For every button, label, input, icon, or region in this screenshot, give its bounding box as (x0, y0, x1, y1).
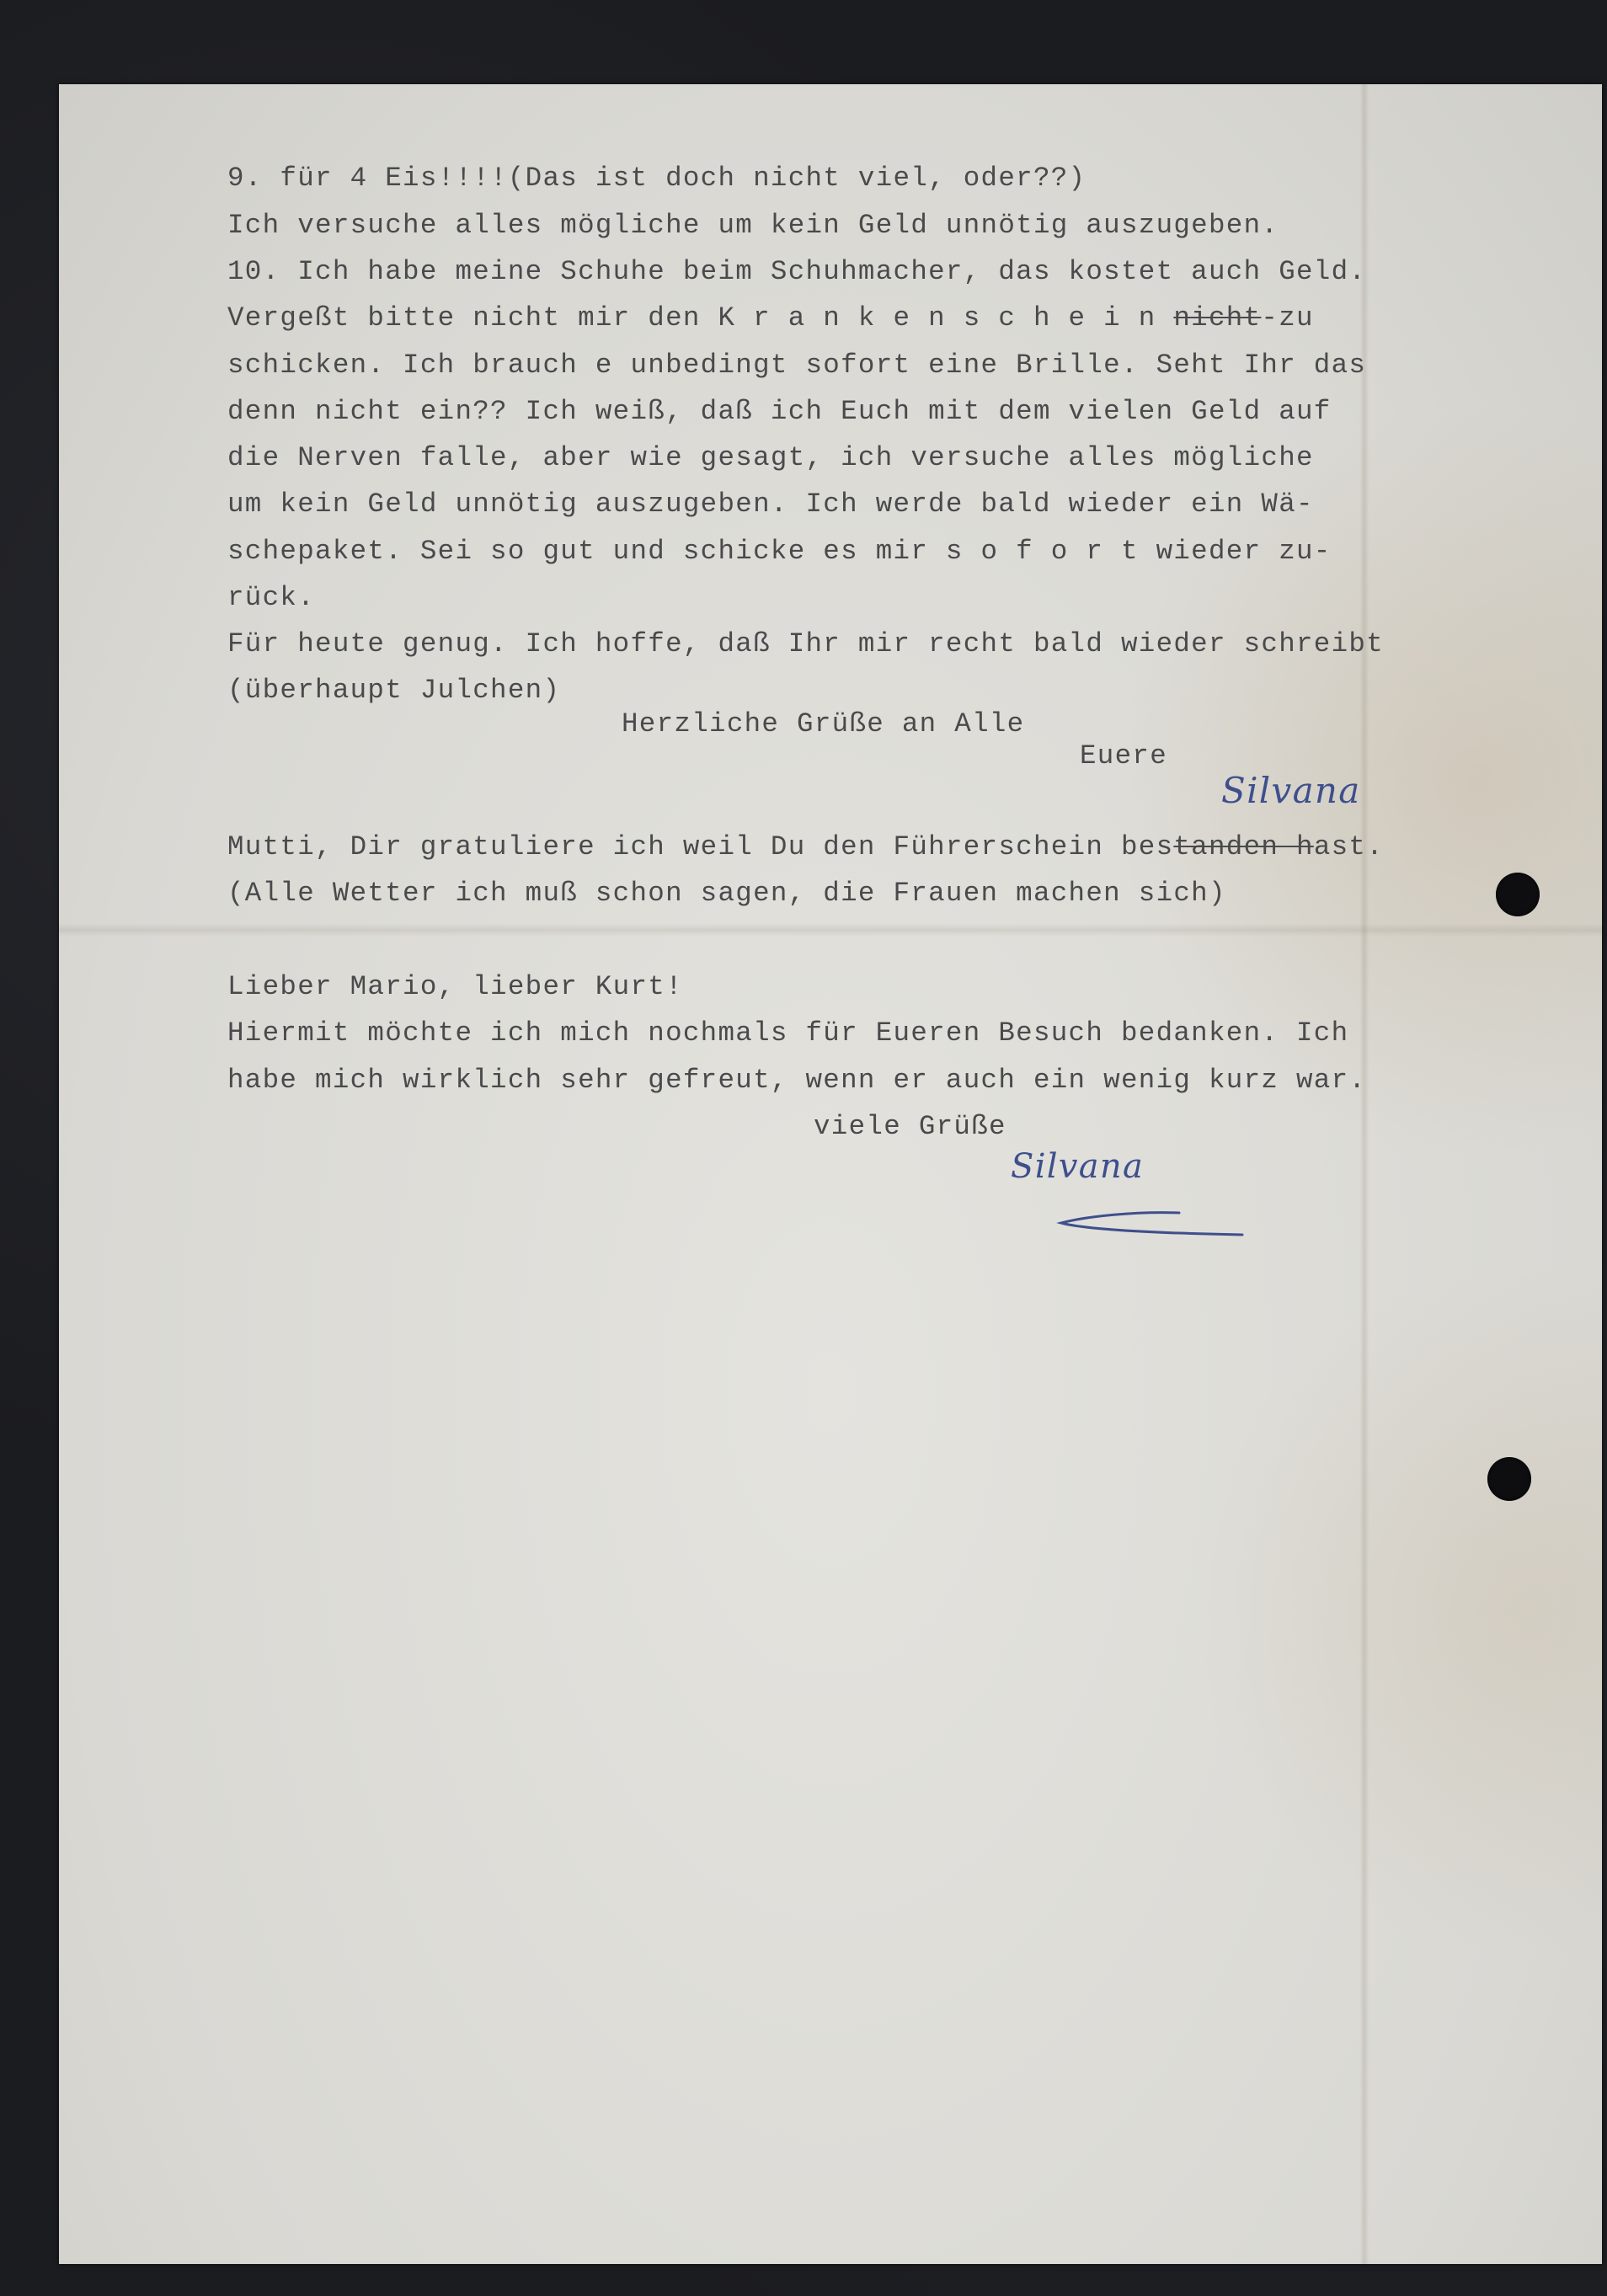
signature-flourish (1053, 1204, 1255, 1247)
typewritten-text (59, 84, 1602, 2264)
letter-line: denn nicht ein?? Ich weiß, daß ich Euch mit dem vielen Geld auf (227, 396, 1332, 427)
letter-line: Ich versuche alles mögliche um kein Geld unnötig auszugeben. (227, 210, 1279, 241)
thanks-line: habe mich wirklich sehr gefreut, wenn er auch ein wenig kurz war. (227, 1065, 1367, 1096)
letter-line: schicken. Ich brauch e unbedingt sofort eine Brille. Seht Ihr das (227, 350, 1367, 381)
letter-page (59, 84, 1602, 2264)
closing-greeting-2: viele Grüße (814, 1111, 1006, 1142)
letter-line: um kein Geld unnötig auszugeben. Ich werde bald wieder ein Wä- (227, 489, 1314, 520)
letter-line: rück. (227, 582, 316, 613)
punch-hole (1487, 1457, 1531, 1501)
letter-line: 10. Ich habe meine Schuhe beim Schuhmacher, das kostet auch Geld. (227, 256, 1367, 287)
letter-line: 9. für 4 Eis!!!!(Das ist doch nicht viel, oder??) (227, 163, 1086, 194)
struck-word: tanden h (1173, 831, 1314, 862)
mutti-line (227, 831, 1385, 862)
letter-line-suffix: -zu (1261, 302, 1314, 334)
mutti-line-end: ast. (1313, 831, 1385, 862)
signature-silvana: Silvana (1221, 770, 1361, 811)
salutation: Lieber Mario, lieber Kurt! (227, 971, 683, 1002)
closing-euere: Euere (1080, 740, 1168, 772)
letter-line: Für heute genug. Ich hoffe, daß Ihr mir recht bald wieder schreibt (227, 628, 1385, 659)
mutti-line-2: (Alle Wetter ich muß schon sagen, die Frauen machen sich) (227, 878, 1226, 909)
thanks-line: Hiermit möchte ich mich nochmals für Eueren Besuch bedanken. Ich (227, 1017, 1349, 1049)
letter-line-text: Vergeßt bitte nicht mir den K r a n k e n s c h e i n (227, 302, 1174, 334)
letter-line: die Nerven falle, aber wie gesagt, ich versuche alles mögliche (227, 442, 1314, 473)
letter-line (227, 302, 1314, 334)
mutti-line-text: Mutti, Dir gratuliere ich weil Du den Führerschein bes (227, 831, 1174, 862)
struck-word: nicht (1173, 302, 1262, 334)
letter-line: schepaket. Sei so gut und schicke es mir s o f o r t wieder zu- (227, 536, 1332, 567)
letter-line: (überhaupt Julchen) (227, 675, 561, 706)
signature-silvana-2: Silvana (1011, 1147, 1145, 1186)
punch-hole (1496, 873, 1540, 916)
closing-greeting: Herzliche Grüße an Alle (622, 708, 1025, 740)
